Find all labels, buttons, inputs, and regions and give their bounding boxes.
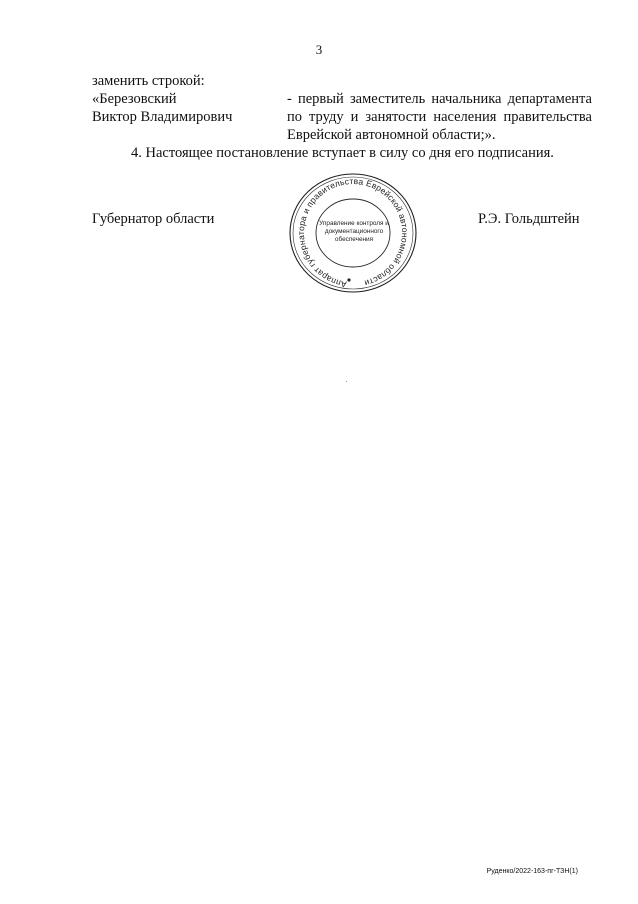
replace-line: заменить строкой: — [92, 73, 205, 89]
seal-center-line-2: документационного — [324, 228, 384, 235]
scan-speck — [346, 381, 347, 382]
position-line-2: по труду и занятости населения правительства — [287, 109, 592, 125]
name-line-1: «Березовский — [92, 91, 177, 107]
seal-center-line-1: Управление контроля и — [319, 220, 389, 227]
position-line-3: Еврейской автономной области;». — [287, 127, 496, 143]
item-4-paragraph: 4. Настоящее постановление вступает в силу со дня его подписания. — [131, 145, 554, 161]
signature-title: Губернатор области — [92, 211, 215, 227]
footer-reference: Руденко/2022-163-пг-ТЗН(1) — [486, 868, 578, 875]
seal-ring-text: Аппарат губернатора и правительства Еврейской автономной области — [296, 175, 411, 290]
page-number: 3 — [315, 42, 323, 57]
name-line-2: Виктор Владимирович — [92, 109, 233, 125]
position-line-1: - первый заместитель начальника департамента — [287, 91, 592, 107]
signature-name: Р.Э. Гольдштейн — [478, 211, 580, 227]
official-seal — [288, 172, 418, 294]
seal-center-line-3: обеспечения — [334, 236, 374, 243]
